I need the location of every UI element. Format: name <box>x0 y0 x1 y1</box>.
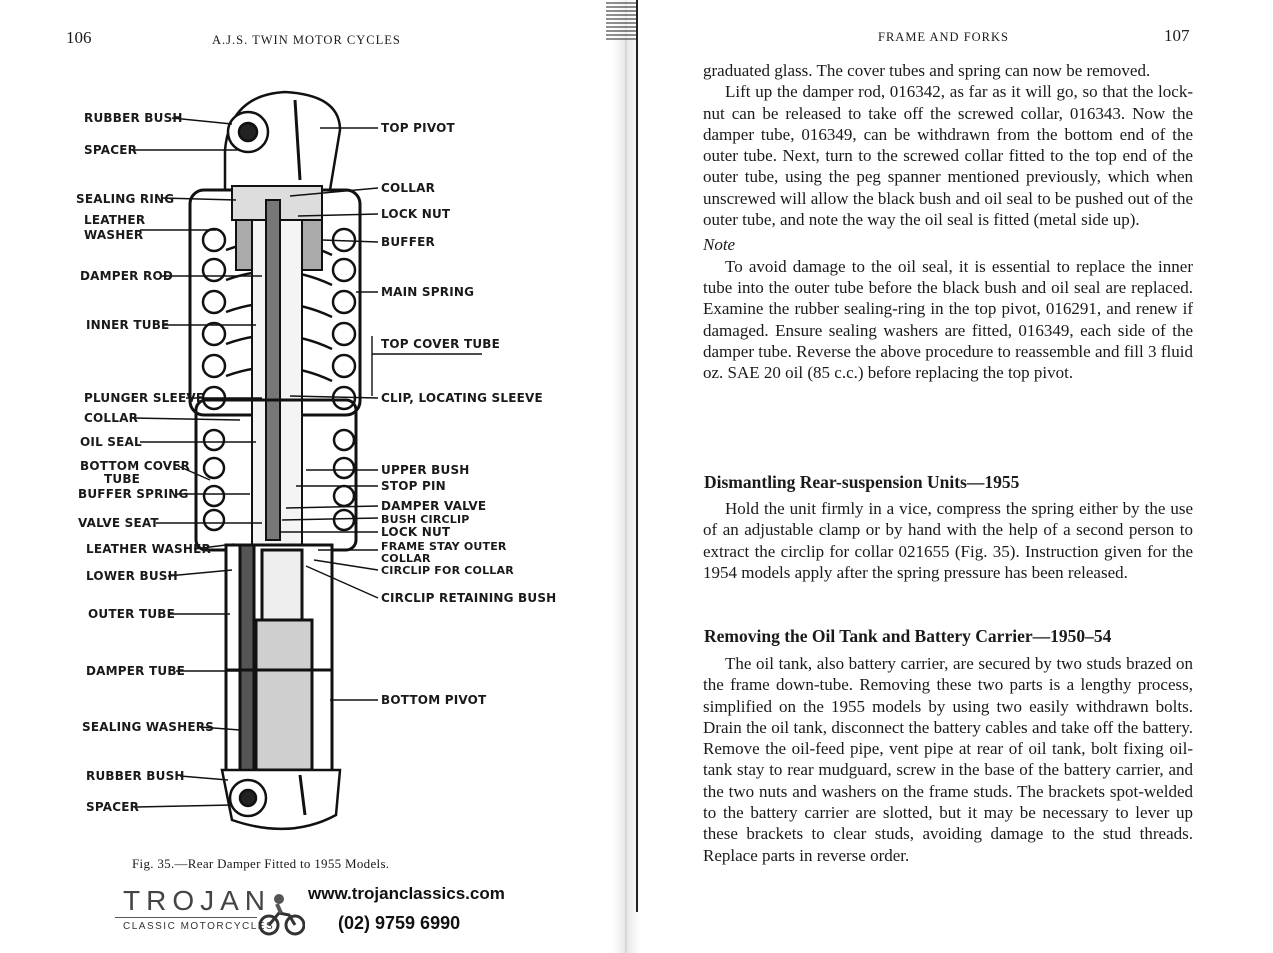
section-dismantling-body <box>703 498 1193 583</box>
right-labels <box>381 121 556 707</box>
section-oil-tank-body <box>703 653 1193 866</box>
brand-rule <box>115 917 257 918</box>
label-bottom-cover-2: TUBE <box>104 472 141 486</box>
label-leather-washer-top-1: LEATHER <box>84 213 146 227</box>
label-inner-tube: INNER TUBE <box>86 318 170 332</box>
section-dismantling-text: Hold the unit firmly in a vice, compress the spring either by the use of an adjustable clamp or by hand with the help of a second person to extract the circlip for collar 021655 (Fig. 35). Instruction given for the 1954 models apply after the spring pressure has been released. <box>703 499 1193 582</box>
trojan-logo <box>115 885 315 941</box>
label-lock-nut-top: LOCK NUT <box>381 207 451 221</box>
label-buffer: BUFFER <box>381 235 435 249</box>
label-lock-nut-bottom: LOCK NUT <box>381 525 451 539</box>
paragraph-1: graduated glass. The cover tubes and spring can now be removed. <box>703 61 1151 80</box>
label-clip-locating-sleeve: CLIP, LOCATING SLEEVE <box>381 391 543 405</box>
section-heading-dismantling: Dismantling Rear-suspension Units—1955 <box>704 472 1020 492</box>
label-sealing-washers: SEALING WASHERS <box>82 720 215 734</box>
brand-tagline: CLASSIC MOTORCYCLES <box>123 921 275 932</box>
section-oil-tank-text: The oil tank, also battery carrier, are secured by two studs brazed on the frame down-tube. Removing these two parts is a lengthy process, simplified on the 1955 models by using two easily withdrawn bolts. Drain the oil tank, disconnect the battery cables and take off the battery. Remove the oil-feed pipe, vent pipe at rear of oil tank, bolt fixing oil-tank stay to rear mudguard, screw in the base of the battery carrier, and the two nuts and washers on the frame studs. The brackets spot-welded to the battery carrier are slotted, but it may be necessary to lever up these brackets to clear studs, avoiding damage to the stud threads. Replace parts in reverse order. <box>703 654 1193 865</box>
label-rubber-bush-top: RUBBER BUSH <box>84 111 183 125</box>
top-pivot-drawing <box>225 92 340 190</box>
left-page-number: 106 <box>66 28 92 47</box>
label-collar-left: COLLAR <box>84 411 139 425</box>
inner-tube-drawing <box>252 200 302 550</box>
label-oil-seal: OIL SEAL <box>80 435 142 449</box>
paragraph-2: Lift up the damper rod, 016342, as far as it will go, so that the lock-nut can be released to take off the screwed collar, 016343. Now the damper tube, 016349, can be withdrawn from the bottom end of the outer tube. Next, turn to the screwed collar fitted to the top end of the outer tube, using the peg spanner mentioned previously, which when unscrewed will allow the black bush and oil seal to be pushed out of the outer tube, and note the way the oil seal is fitted (metal side up). <box>703 82 1193 230</box>
label-stop-pin: STOP PIN <box>381 479 446 493</box>
label-damper-tube: DAMPER TUBE <box>86 664 186 678</box>
phone-number: (02) 9759 6990 <box>338 913 461 933</box>
label-top-pivot: TOP PIVOT <box>381 121 455 135</box>
label-damper-rod: DAMPER ROD <box>80 269 174 283</box>
label-damper-valve: DAMPER VALVE <box>381 499 487 513</box>
label-bottom-pivot: BOTTOM PIVOT <box>381 693 487 707</box>
label-frame-stay-outer-1: FRAME STAY OUTER <box>381 540 507 553</box>
motorcycle-icon <box>257 889 305 937</box>
outer-tube-drawing <box>226 545 332 775</box>
label-leather-washer-bottom: LEATHER WASHER <box>86 542 211 556</box>
label-lower-bush: LOWER BUSH <box>86 569 178 583</box>
gutter-line <box>636 0 638 912</box>
bottom-pivot-drawing <box>222 770 340 829</box>
label-leather-washer-top-2: WASHER <box>84 228 144 242</box>
label-circlip-for-collar: CIRCLIP FOR COLLAR <box>381 564 514 577</box>
brand-name: TROJAN <box>123 885 271 916</box>
label-bottom-cover-1: BOTTOM COVER <box>80 459 191 473</box>
right-body-top <box>703 60 1193 383</box>
label-spacer-bottom: SPACER <box>86 800 140 814</box>
website-link[interactable]: www.trojanclassics.com <box>308 884 505 903</box>
label-buffer-spring: BUFFER SPRING <box>78 487 189 501</box>
left-page <box>0 0 612 953</box>
figure-caption: Fig. 35.—Rear Damper Fitted to 1955 Models. <box>132 856 390 871</box>
label-circlip-retaining-bush: CIRCLIP RETAINING BUSH <box>381 591 557 605</box>
label-frame-stay-outer-2: COLLAR <box>381 552 431 565</box>
label-valve-seat: VALVE SEAT <box>78 516 159 530</box>
label-main-spring: MAIN SPRING <box>381 285 475 299</box>
label-collar-right: COLLAR <box>381 181 436 195</box>
right-running-head: FRAME AND FORKS <box>878 30 1010 44</box>
label-outer-tube: OUTER TUBE <box>88 607 176 621</box>
label-rubber-bush-bottom: RUBBER BUSH <box>86 769 185 783</box>
left-running-head: A.J.S. TWIN MOTOR CYCLES <box>212 33 401 47</box>
label-plunger-sleeve: PLUNGER SLEEVE <box>84 391 205 405</box>
right-page-number: 107 <box>1164 26 1190 45</box>
rear-damper-diagram <box>0 80 612 850</box>
label-sealing-ring: SEALING RING <box>76 192 175 206</box>
label-upper-bush: UPPER BUSH <box>381 463 470 477</box>
section-heading-oil-tank: Removing the Oil Tank and Battery Carrier—1950–54 <box>704 626 1112 646</box>
note-heading: Note <box>703 235 736 255</box>
label-bush-circlip: BUSH CIRCLIP <box>381 513 470 526</box>
label-top-cover-tube: TOP COVER TUBE <box>381 337 501 351</box>
note-text: To avoid damage to the oil seal, it is essential to replace the inner tube into the outer tube before the black bush and oil seal are replaced. Examine the rubber sealing-ring in the top pivot, 016291, and renew if damaged. Ensure sealing washers are fitted, 016349, each side of the damper tube. Reverse the above procedure to reassemble and fill 3 fluid oz. SAE 20 oil (85 c.c.) before replacing the top pivot. <box>703 256 1193 383</box>
label-spacer-top: SPACER <box>84 143 138 157</box>
